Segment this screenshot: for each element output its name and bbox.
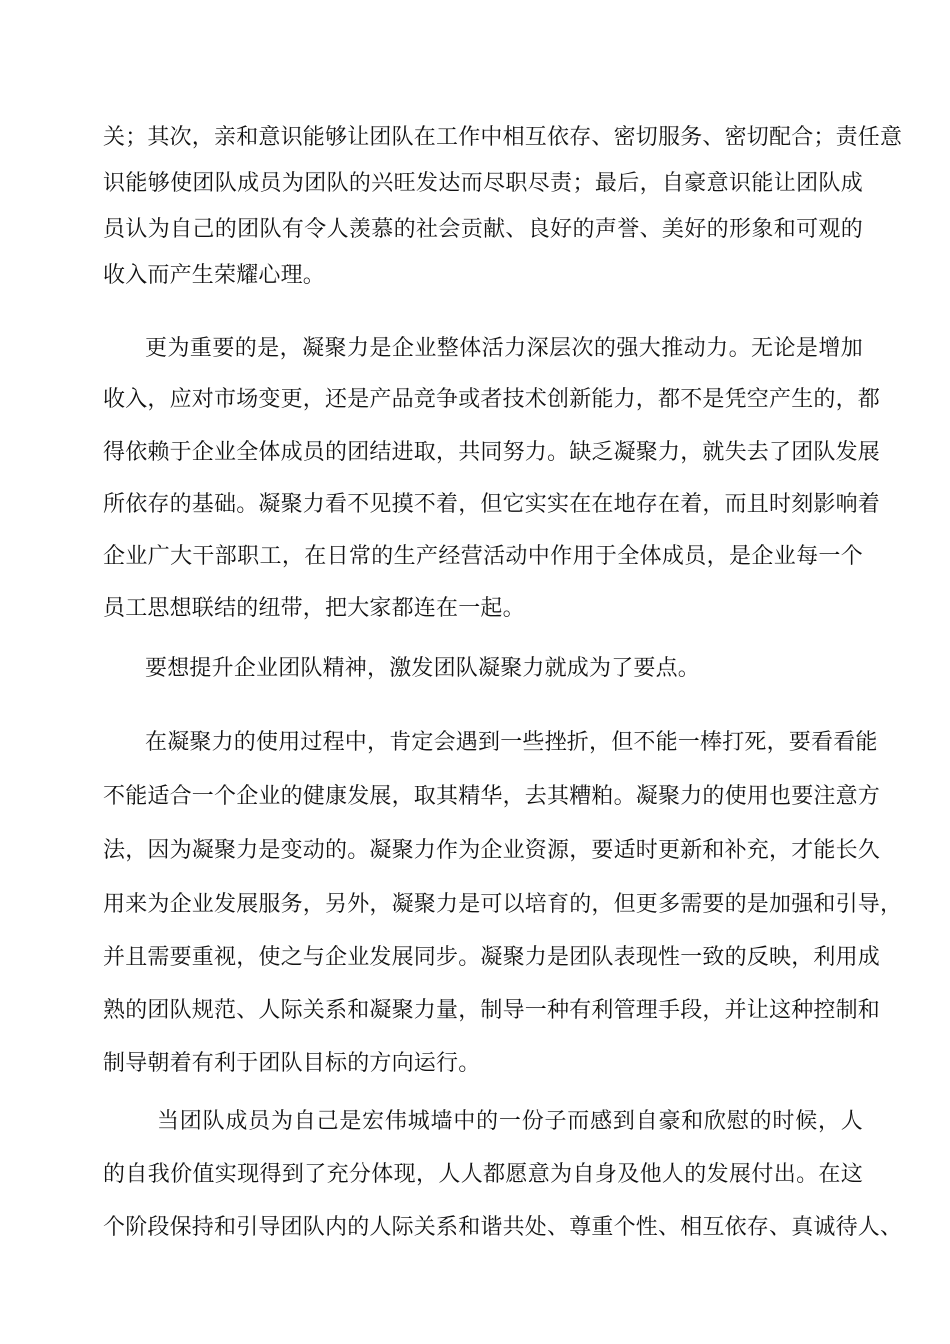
paragraph-first-line: 要想提升企业团队精神，激发团队凝聚力就成为了要点。 [145,656,701,681]
paragraph-first-line: 更为重要的是，凝聚力是企业整体活力深层次的强大推动力。无论是增加 [145,336,863,361]
paragraph-first-line: 当团队成员为自己是宏伟城墙中的一份子而感到自豪和欣慰的时候，人 [157,1109,863,1134]
text-line: 关；其次，亲和意识能够让团队在工作中相互依存、密切服务、密切配合；责任意 [103,125,903,150]
text-line: 识能够使团队成员为团队的兴旺发达而尽职尽责；最后，自豪意识能让团队成 [103,171,863,196]
text-line: 用来为企业发展服务，另外，凝聚力是可以培育的，但更多需要的是加强和引导， [103,892,903,917]
text-line: 制导朝着有利于团队目标的方向运行。 [103,1051,481,1076]
text-line: 收入而产生荣耀心理。 [103,263,326,288]
text-line: 员认为自己的团队有令人羡慕的社会贡献、良好的声誉、美好的形象和可观的 [103,217,863,242]
text-line: 个阶段保持和引导团队内的人际关系和谐共处、尊重个性、相互依存、真诚待人、 [103,1215,903,1240]
text-line: 的自我价值实现得到了充分体现，人人都愿意为自身及他人的发展付出。在这 [103,1162,863,1187]
text-line: 得依赖于企业全体成员的团结进取，共同努力。缺乏凝聚力，就失去了团队发展 [103,440,881,465]
text-line: 不能适合一个企业的健康发展，取其精华，去其糟粕。凝聚力的使用也要注意方 [103,784,881,809]
paragraph-first-line: 在凝聚力的使用过程中，肯定会遇到一些挫折，但不能一棒打死，要看看能 [145,730,878,755]
text-line: 收入，应对市场变更，还是产品竞争或者技术创新能力，都不是凭空产生的，都 [103,387,881,412]
text-line: 法，因为凝聚力是变动的。凝聚力作为企业资源，要适时更新和补充，才能长久 [103,838,881,863]
text-line: 企业广大干部职工，在日常的生产经营活动中作用于全体成员，是企业每一个 [103,544,863,569]
text-line: 所依存的基础。凝聚力看不见摸不着，但它实实在在地存在着，而且时刻影响着 [103,492,881,517]
text-line: 熟的团队规范、人际关系和凝聚力量，制导一种有利管理手段，并让这种控制和 [103,998,881,1023]
text-line: 员工思想联结的纽带，把大家都连在一起。 [103,596,525,621]
text-line: 并且需要重视，使之与企业发展同步。凝聚力是团队表现性一致的反映，利用成 [103,945,881,970]
